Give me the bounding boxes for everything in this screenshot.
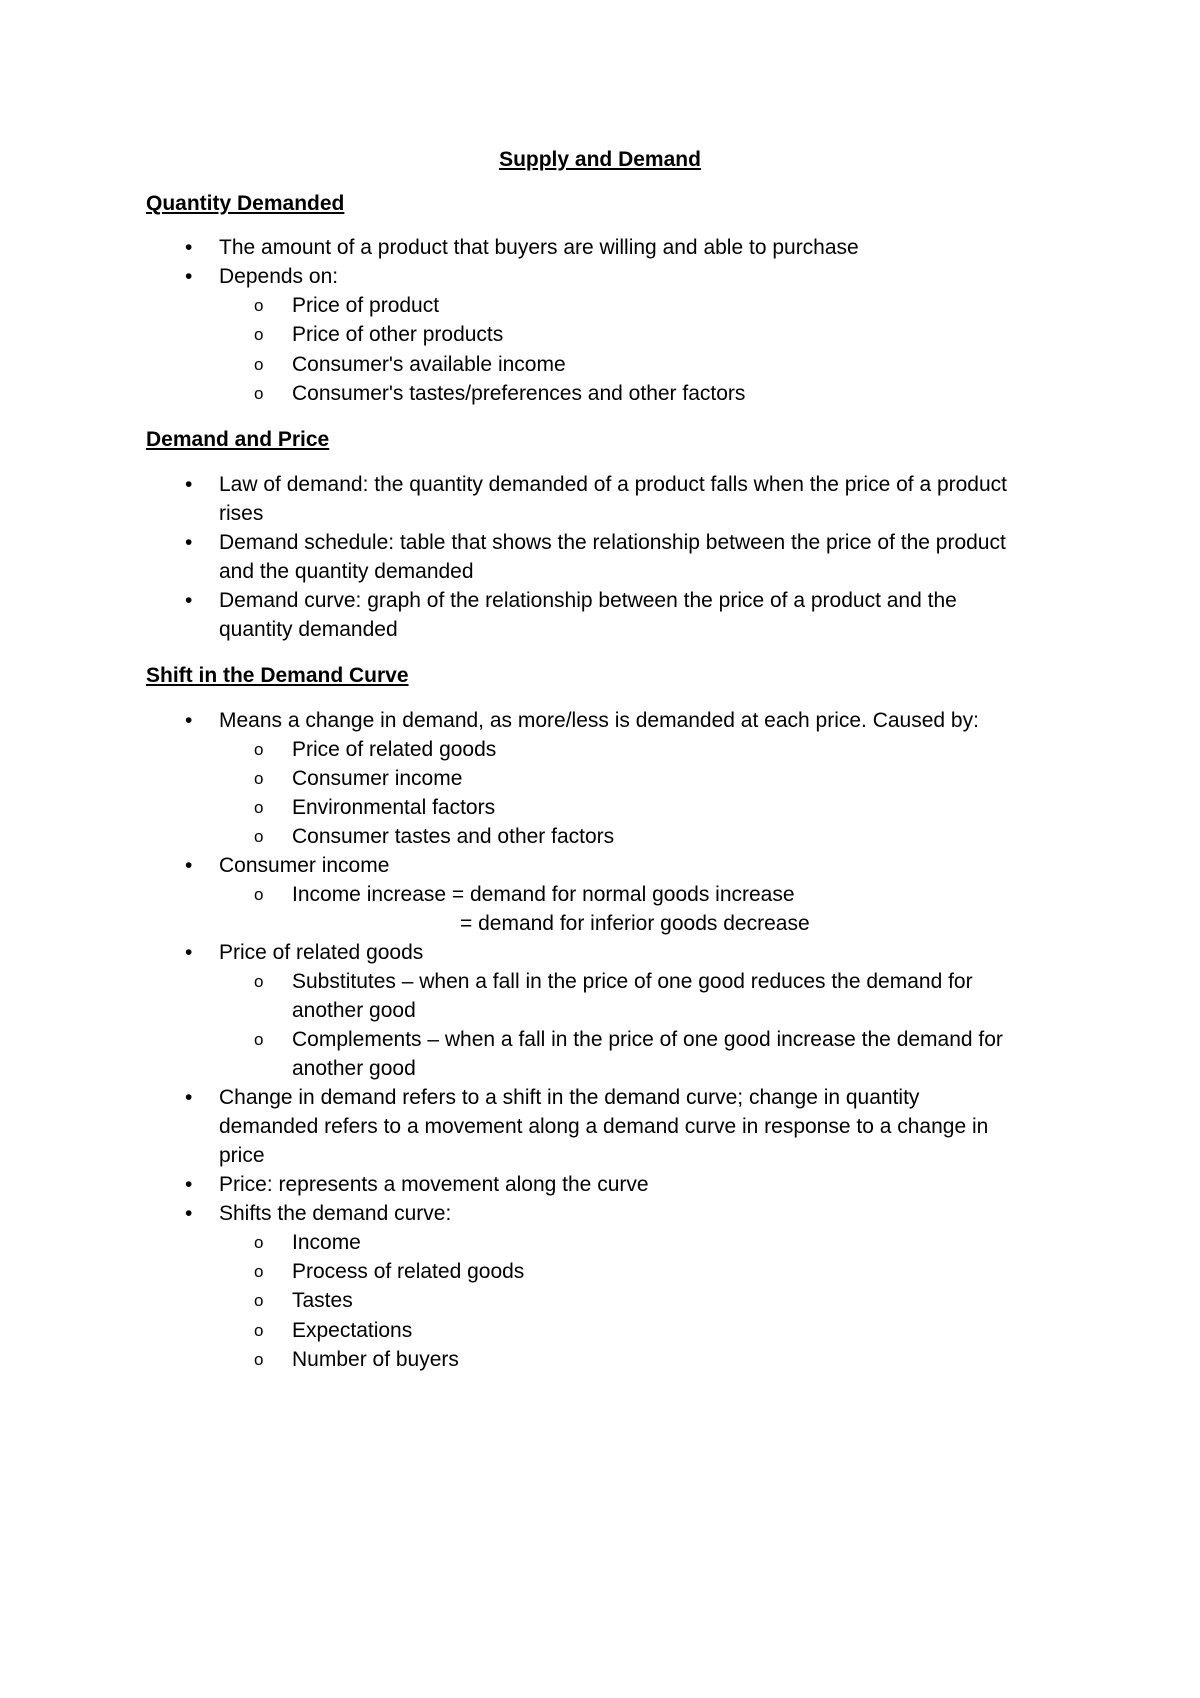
bullet-marker: •: [185, 1086, 193, 1109]
sub-list-item: Complements – when a fall in the price of one good increase the demand for: [292, 1028, 1003, 1051]
sub-list-item: Price of other products: [292, 323, 504, 346]
list-item: Demand schedule: table that shows the relationship between the price of the product: [219, 531, 1006, 554]
sub-list-item: Consumer's available income: [292, 353, 566, 376]
sub-list-item: Environmental factors: [292, 796, 496, 819]
list-item: Demand curve: graph of the relationship between the price of a product and the: [219, 589, 957, 612]
list-item: Shifts the demand curve:: [219, 1202, 452, 1225]
list-item: Consumer income: [219, 854, 390, 877]
list-item: Price: represents a movement along the curve: [219, 1173, 649, 1196]
sub-bullet-marker: o: [254, 1291, 264, 1310]
bullet-marker: •: [185, 854, 193, 877]
bullet-marker: •: [185, 941, 193, 964]
bullet-marker: •: [185, 709, 193, 732]
bullet-marker: •: [185, 1202, 193, 1225]
sub-bullet-marker: o: [254, 1030, 264, 1049]
list-item: Change in demand refers to a shift in the demand curve; change in quantity: [219, 1086, 920, 1109]
bullet-marker: •: [185, 265, 193, 288]
sub-list-item-continued: another good: [292, 1057, 416, 1080]
page-title: Supply and Demand: [499, 148, 701, 171]
list-item-continued: rises: [219, 502, 264, 525]
sub-bullet-marker: o: [254, 827, 264, 846]
bullet-marker: •: [185, 236, 193, 259]
list-item-continued: quantity demanded: [219, 618, 398, 641]
sub-list-item: Number of buyers: [292, 1348, 459, 1371]
sub-list-item: Expectations: [292, 1319, 413, 1342]
section-heading-demand-and-price: Demand and Price: [146, 428, 330, 451]
sub-list-item: Price of related goods: [292, 738, 497, 761]
bullet-marker: •: [185, 589, 193, 612]
sub-bullet-marker: o: [254, 740, 264, 759]
list-item: Law of demand: the quantity demanded of a product falls when the price of a product: [219, 473, 1008, 496]
section-heading-quantity-demanded: Quantity Demanded: [146, 192, 345, 215]
sub-bullet-marker: o: [254, 296, 264, 315]
bullet-marker: •: [185, 473, 193, 496]
list-item: Price of related goods: [219, 941, 424, 964]
list-item: The amount of a product that buyers are willing and able to purchase: [219, 236, 859, 259]
bullet-marker: •: [185, 1173, 193, 1196]
list-item-continued: and the quantity demanded: [219, 560, 474, 583]
sub-bullet-marker: o: [254, 769, 264, 788]
list-item-continued: price: [219, 1144, 265, 1167]
sub-bullet-marker: o: [254, 325, 264, 344]
sub-bullet-marker: o: [254, 885, 264, 904]
sub-list-item: Income increase = demand for normal goods increase: [292, 883, 795, 906]
sub-list-item: Process of related goods: [292, 1260, 525, 1283]
bullet-marker: •: [185, 531, 193, 554]
sub-list-item: Tastes: [292, 1289, 353, 1312]
section-heading-shift-in-demand-curve: Shift in the Demand Curve: [146, 664, 409, 687]
sub-list-item: Consumer income: [292, 767, 463, 790]
sub-list-item: Substitutes – when a fall in the price of one good reduces the demand for: [292, 970, 973, 993]
list-item: Means a change in demand, as more/less is demanded at each price. Caused by:: [219, 709, 979, 732]
sub-bullet-marker: o: [254, 1350, 264, 1369]
sub-bullet-marker: o: [254, 1262, 264, 1281]
sub-list-item: Income: [292, 1231, 361, 1254]
sub-list-item: Consumer tastes and other factors: [292, 825, 615, 848]
sub-bullet-marker: o: [254, 355, 264, 374]
sub-bullet-marker: o: [254, 384, 264, 403]
sub-list-item-continued: = demand for inferior goods decrease: [460, 912, 810, 935]
sub-bullet-marker: o: [254, 972, 264, 991]
sub-list-item-continued: another good: [292, 999, 416, 1022]
sub-bullet-marker: o: [254, 798, 264, 817]
list-item-continued: demanded refers to a movement along a demand curve in response to a change in: [219, 1115, 989, 1138]
sub-bullet-marker: o: [254, 1321, 264, 1340]
sub-list-item: Price of product: [292, 294, 440, 317]
list-item: Depends on:: [219, 265, 339, 288]
sub-bullet-marker: o: [254, 1233, 264, 1252]
sub-list-item: Consumer's tastes/preferences and other factors: [292, 382, 746, 405]
